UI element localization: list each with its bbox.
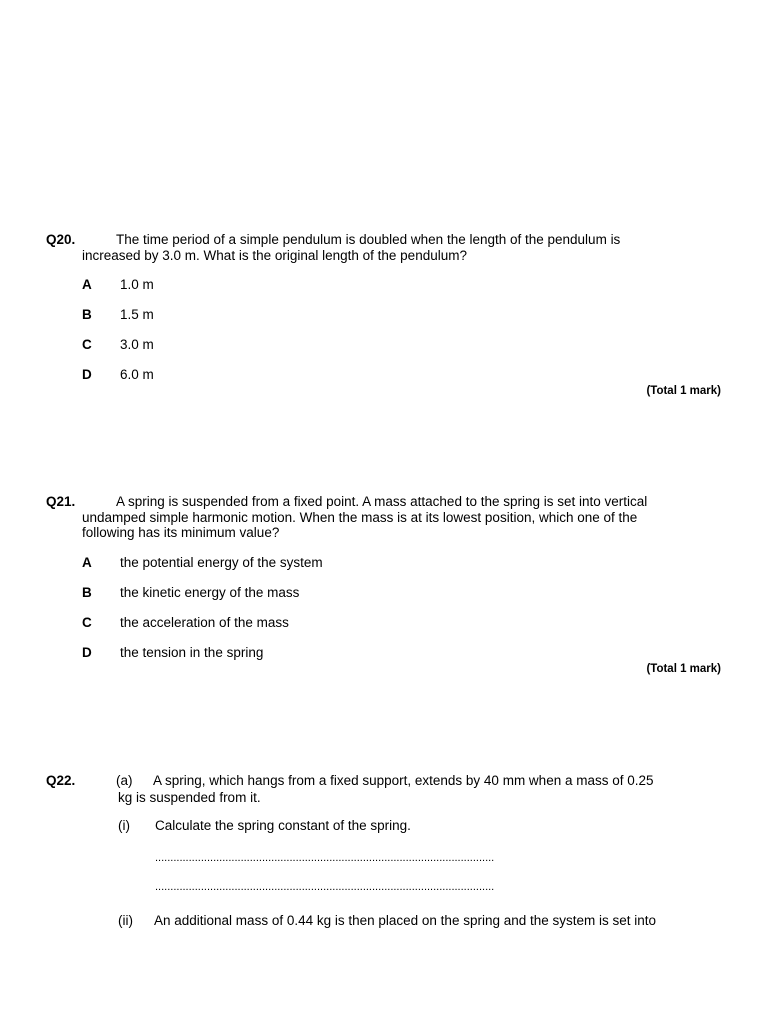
- option-text: 1.5 m: [120, 307, 154, 322]
- option-text: 3.0 m: [120, 337, 154, 352]
- total-mark: (Total 1 mark): [646, 663, 721, 675]
- answer-line[interactable]: ...............................................................................................................: [155, 881, 495, 893]
- option-text: the tension in the spring: [120, 645, 264, 660]
- option-text: the kinetic energy of the mass: [120, 585, 300, 600]
- question-number: Q22.: [46, 773, 76, 788]
- question-stem-line: undamped simple harmonic motion. When the mass is at its lowest position, which one of the: [82, 510, 638, 525]
- option-letter: C: [82, 337, 92, 352]
- option-letter: D: [82, 367, 92, 382]
- question-stem-line: following has its minimum value?: [82, 525, 280, 540]
- question-number: Q21.: [46, 494, 76, 509]
- question-number: Q20.: [46, 232, 76, 247]
- option-letter: A: [82, 277, 92, 292]
- option-text: the potential energy of the system: [120, 555, 323, 570]
- part-a-text-line: A spring, which hangs from a fixed support, extends by 40 mm when a mass of 0.25: [153, 773, 654, 788]
- sub-part-ii-label: (ii): [118, 913, 133, 928]
- option-letter: A: [82, 555, 92, 570]
- sub-part-i-text: Calculate the spring constant of the spring.: [155, 818, 411, 833]
- answer-line[interactable]: ...............................................................................................................: [155, 852, 495, 864]
- sub-part-ii-text: An additional mass of 0.44 kg is then placed on the spring and the system is set into: [154, 913, 657, 928]
- total-mark: (Total 1 mark): [646, 385, 721, 397]
- question-stem-line: The time period of a simple pendulum is doubled when the length of the pendulum is: [116, 232, 621, 247]
- question-stem-line: A spring is suspended from a fixed point. A mass attached to the spring is set into vertical: [116, 494, 648, 509]
- option-letter: D: [82, 645, 92, 660]
- option-text: the acceleration of the mass: [120, 615, 289, 630]
- part-a-text-line: kg is suspended from it.: [118, 790, 261, 805]
- question-stem-line: increased by 3.0 m. What is the original length of the pendulum?: [82, 248, 467, 263]
- option-letter: C: [82, 615, 92, 630]
- option-text: 1.0 m: [120, 277, 154, 292]
- option-letter: B: [82, 585, 92, 600]
- option-letter: B: [82, 307, 92, 322]
- sub-part-i-label: (i): [118, 818, 130, 833]
- option-text: 6.0 m: [120, 367, 154, 382]
- part-a-label: (a): [116, 773, 133, 788]
